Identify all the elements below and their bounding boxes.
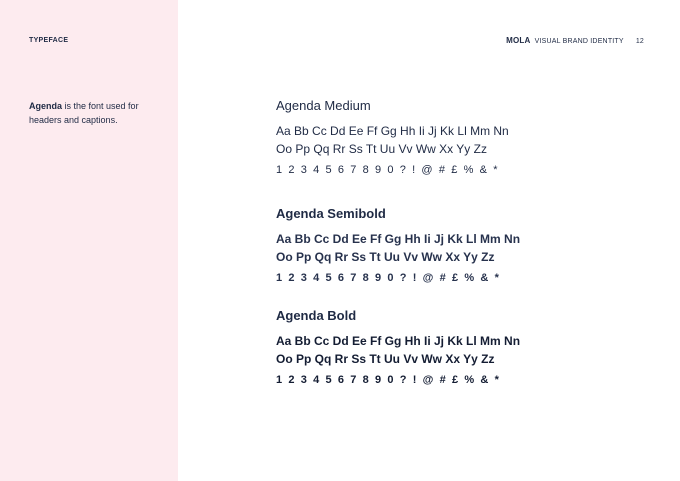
document-title: VISUAL BRAND IDENTITY xyxy=(534,38,624,45)
alphabet-line: Oo Pp Qq Rr Ss Tt Uu Vv Ww Xx Yy Zz xyxy=(276,351,495,366)
alphabet-line: Oo Pp Qq Rr Ss Tt Uu Vv Ww Xx Yy Zz xyxy=(276,141,487,156)
weight-block-bold xyxy=(276,307,656,386)
glyph-sample: 1 2 3 4 5 6 7 8 9 0 ? ! @ # £ % & * xyxy=(276,272,501,284)
page-header xyxy=(506,36,644,45)
sidebar-panel xyxy=(0,0,178,481)
page-number: 12 xyxy=(635,38,644,45)
intro-paragraph xyxy=(29,99,169,127)
alphabet-sample xyxy=(276,333,656,368)
weight-title: Agenda Medium xyxy=(276,98,371,113)
alphabet-line: Oo Pp Qq Rr Ss Tt Uu Vv Ww Xx Yy Zz xyxy=(276,249,495,264)
alphabet-line: Aa Bb Cc Dd Ee Ff Gg Hh Ii Jj Kk Ll Mm Nn xyxy=(276,334,521,348)
weight-title: Agenda Bold xyxy=(276,308,357,323)
alphabet-sample xyxy=(276,123,656,158)
alphabet-sample xyxy=(276,231,656,266)
weight-block-medium xyxy=(276,97,656,176)
alphabet-line: Aa Bb Cc Dd Ee Ff Gg Hh Ii Jj Kk Ll Mm Nn xyxy=(276,124,509,138)
intro-text: is the font used for headers and captions. xyxy=(29,101,139,125)
alphabet-line: Aa Bb Cc Dd Ee Ff Gg Hh Ii Jj Kk Ll Mm Nn xyxy=(276,232,521,246)
glyph-sample: 1 2 3 4 5 6 7 8 9 0 ? ! @ # £ % & * xyxy=(276,164,500,176)
weight-block-semibold xyxy=(276,205,656,284)
section-label: TYPEFACE xyxy=(29,37,69,44)
weight-title: Agenda Semibold xyxy=(276,206,386,221)
brand-name: MOLA xyxy=(506,36,531,45)
intro-font-name: Agenda xyxy=(29,101,63,111)
glyph-sample: 1 2 3 4 5 6 7 8 9 0 ? ! @ # £ % & * xyxy=(276,374,501,386)
